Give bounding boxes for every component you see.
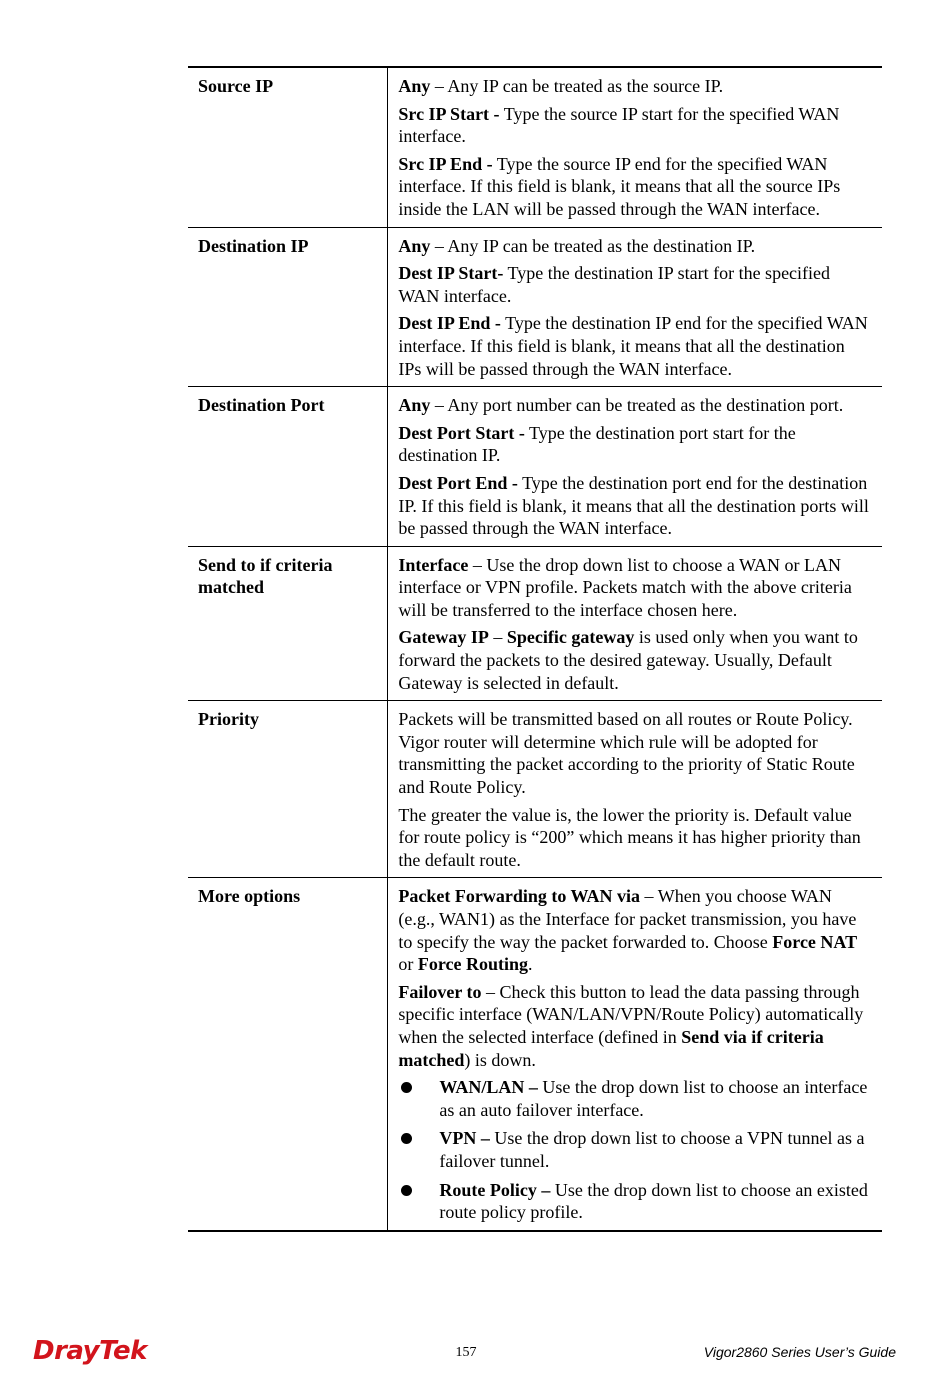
description-paragraph bbox=[398, 262, 872, 307]
table-row bbox=[188, 227, 882, 387]
text-run: The greater the value is, the lower the priority is. Default value for route policy is “200” which means it has higher priority than the default route. bbox=[398, 804, 861, 870]
text-run: Use the drop down list to choose an interface as an auto failover interface. bbox=[439, 1077, 868, 1120]
text-run: . bbox=[528, 954, 533, 975]
bold-term: Dest IP Start- bbox=[398, 263, 504, 284]
bold-term: Gateway IP bbox=[398, 627, 489, 648]
bold-term: Dest Port End - bbox=[398, 472, 518, 493]
parameter-description bbox=[388, 67, 882, 227]
bold-term: Src IP End - bbox=[398, 153, 493, 174]
bullet-list bbox=[398, 1076, 872, 1224]
list-item bbox=[398, 1179, 872, 1224]
text-run: – Use the drop down list to choose a WAN or LAN interface or VPN profile. Packets match with the above criteria will be transferred to the interface chosen here. bbox=[398, 554, 852, 620]
table-row bbox=[188, 701, 882, 878]
text-run: Use the drop down list to choose a VPN tunnel as a failover tunnel. bbox=[439, 1128, 865, 1171]
bold-term: Send via if criteria matched bbox=[398, 1026, 824, 1070]
bold-term: Dest Port Start - bbox=[398, 422, 525, 443]
text-run: – Any IP can be treated as the source IP. bbox=[430, 76, 724, 96]
bold-term: Force NAT bbox=[772, 931, 858, 952]
bold-term: Force Routing bbox=[417, 954, 529, 975]
guide-title: Vigor2860 Series User’s Guide bbox=[703, 1344, 896, 1360]
parameter-name: Priority bbox=[188, 701, 388, 878]
text-run: or bbox=[398, 954, 418, 975]
parameter-name: Send to if criteria matched bbox=[188, 546, 388, 701]
table-row bbox=[188, 67, 882, 227]
description-paragraph bbox=[398, 422, 872, 467]
text-run: Type the destination IP end for the specified WAN interface. If this field is blank, it means that all the destination IPs will be passed through the WAN interface. bbox=[398, 313, 868, 379]
parameter-description bbox=[388, 387, 882, 547]
page-footer bbox=[0, 1336, 950, 1376]
text-run: – Any port number can be treated as the destination port. bbox=[430, 395, 844, 416]
bold-term: Src IP Start - bbox=[398, 103, 500, 124]
description-paragraph bbox=[398, 804, 872, 872]
text-run: – Check this button to lead the data passing through specific interface (WAN/LAN/VPN/Route Policy) automatically when the selected interface (defined in bbox=[398, 981, 864, 1047]
parameter-name: Source IP bbox=[188, 67, 388, 227]
bold-term: Any bbox=[398, 76, 431, 96]
bold-term: Specific gateway bbox=[506, 627, 635, 648]
description-paragraph bbox=[398, 472, 872, 540]
bold-term: Failover to bbox=[398, 981, 482, 1002]
bold-term: Interface bbox=[398, 554, 469, 575]
bold-term: Route Policy – bbox=[439, 1179, 551, 1200]
table-row bbox=[188, 546, 882, 701]
text-run: is used only when you want to forward the packets to the desired gateway. Usually, Default Gateway is selected in default. bbox=[398, 627, 858, 693]
bold-term: WAN/LAN – bbox=[439, 1077, 538, 1098]
parameter-table bbox=[188, 66, 882, 1232]
bullet-icon bbox=[401, 1133, 412, 1144]
parameter-table-body bbox=[188, 67, 882, 1231]
draytek-logo: DrayTek bbox=[33, 1336, 147, 1366]
text-run: Type the source IP end for the specified WAN interface. If this field is blank, it means that all the source IPs inside the LAN will be passed through the WAN interface. bbox=[398, 153, 841, 219]
description-paragraph bbox=[398, 708, 872, 798]
bold-term: Dest IP End - bbox=[398, 313, 501, 334]
bold-term: Any bbox=[398, 395, 431, 416]
text-run: Use the drop down list to choose an existed route policy profile. bbox=[439, 1179, 868, 1223]
description-paragraph bbox=[398, 153, 872, 221]
text-run: – Any IP can be treated as the destination IP. bbox=[430, 235, 756, 256]
description-paragraph bbox=[398, 235, 872, 258]
description-paragraph bbox=[398, 312, 872, 380]
parameter-description bbox=[388, 227, 882, 387]
page-number: 157 bbox=[455, 1345, 477, 1360]
text-run: Type the source IP start for the specified WAN interface. bbox=[398, 103, 840, 147]
parameter-description bbox=[388, 878, 882, 1231]
parameter-name: More options bbox=[188, 878, 388, 1231]
bold-term: VPN – bbox=[439, 1128, 490, 1149]
description-paragraph bbox=[398, 103, 872, 148]
table-row bbox=[188, 878, 882, 1231]
text-run: Type the destination port start for the destination IP. bbox=[398, 422, 796, 466]
table-row bbox=[188, 387, 882, 547]
description-paragraph bbox=[398, 75, 872, 98]
description-paragraph bbox=[398, 394, 872, 417]
bold-term: Packet Forwarding to WAN via bbox=[398, 886, 641, 907]
description-paragraph bbox=[398, 981, 872, 1071]
bullet-icon bbox=[401, 1082, 412, 1093]
text-run: ) is down. bbox=[464, 1049, 536, 1070]
list-item bbox=[398, 1076, 872, 1121]
text-run: – bbox=[488, 627, 507, 648]
bullet-icon bbox=[401, 1185, 412, 1196]
parameter-name: Destination Port bbox=[188, 387, 388, 547]
description-paragraph bbox=[398, 626, 872, 694]
parameter-description bbox=[388, 701, 882, 878]
text-run: Packets will be transmitted based on all routes or Route Policy. Vigor router will determine which rule will be adopted for transmitting the packet according to the priority of Static Route and Route Policy. bbox=[398, 709, 855, 798]
text-run: Type the destination port end for the destination IP. If this field is blank, it means that all the destination ports will be passed through the WAN interface. bbox=[398, 472, 869, 539]
text-run: – When you choose WAN (e.g., WAN1) as the Interface for packet transmission, you have to specify the way the packet forwarded to. Choose bbox=[398, 886, 857, 952]
bold-term: Any bbox=[398, 235, 431, 256]
parameter-description bbox=[388, 546, 882, 701]
list-item bbox=[398, 1127, 872, 1172]
description-paragraph bbox=[398, 885, 872, 975]
text-run: Type the destination IP start for the specified WAN interface. bbox=[398, 263, 831, 306]
parameter-name: Destination IP bbox=[188, 227, 388, 387]
description-paragraph bbox=[398, 554, 872, 622]
